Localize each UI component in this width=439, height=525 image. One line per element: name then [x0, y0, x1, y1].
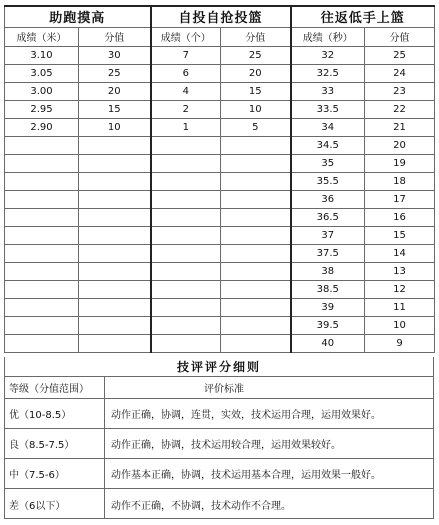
cell-layup-result: 34.5 — [291, 136, 365, 154]
score-row — [5, 316, 435, 334]
cell-jump-score: 15 — [79, 100, 151, 118]
cell-jump-score — [79, 208, 151, 226]
cell-shoot-result — [151, 334, 221, 352]
cell-jump-result — [5, 172, 79, 190]
cell-shoot-result — [151, 136, 221, 154]
cell-jump-score — [79, 136, 151, 154]
evaluation-title: 技评评分细则 — [5, 357, 433, 377]
cell-layup-result: 35 — [291, 154, 365, 172]
evaluation-standard: 动作基本正确，协调，技术运用基本合理，运用效果一般好。 — [111, 470, 381, 481]
evaluation-standard: 动作不正确，不协调，技术动作不合理。 — [111, 500, 291, 512]
cell-shoot-result — [151, 208, 221, 226]
cell-jump-result: 3.10 — [5, 46, 79, 64]
cell-layup-score: 24 — [365, 64, 435, 82]
score-table — [4, 5, 435, 353]
score-row — [5, 100, 435, 118]
cell-layup-score: 20 — [365, 136, 435, 154]
evaluation-standard: 动作正确，协调，技术运用较合理，运用效果较好。 — [111, 440, 341, 451]
cell-jump-result — [5, 136, 79, 154]
cell-shoot-result: 4 — [151, 82, 221, 100]
cell-layup-result: 33 — [291, 82, 365, 100]
cell-layup-result: 36.5 — [291, 208, 365, 226]
cell-layup-result: 39.5 — [291, 316, 365, 334]
cell-jump-result — [5, 208, 79, 226]
cell-shoot-score: 15 — [221, 82, 291, 100]
cell-layup-score: 17 — [365, 190, 435, 208]
cell-layup-result: 40 — [291, 334, 365, 352]
standard-column-header: 评价标准 — [204, 384, 244, 395]
cell-jump-result: 2.90 — [5, 118, 79, 136]
score-table-body — [5, 46, 435, 352]
cell-jump-result — [5, 226, 79, 244]
evaluation-standard: 动作正确，协调，连贯，实效，技术运用合理，运用效果好。 — [111, 410, 381, 421]
cell-jump-score — [79, 316, 151, 334]
group-header-shooting: 自投自抢投篮 — [151, 6, 291, 27]
evaluation-level: 良（8.5-7.5） — [5, 429, 105, 458]
cell-jump-score — [79, 244, 151, 262]
group-header-layup: 往返低手上篮 — [291, 6, 435, 27]
cell-layup-result: 34 — [291, 118, 365, 136]
score-row — [5, 226, 435, 244]
cell-layup-result: 39 — [291, 298, 365, 316]
cell-shoot-score — [221, 334, 291, 352]
col-header-shoot-score: 分值 — [221, 27, 291, 46]
cell-jump-score — [79, 172, 151, 190]
cell-shoot-score — [221, 316, 291, 334]
cell-layup-result: 36 — [291, 190, 365, 208]
cell-layup-result: 38.5 — [291, 280, 365, 298]
score-row — [5, 136, 435, 154]
score-row — [5, 298, 435, 316]
cell-jump-score: 30 — [79, 46, 151, 64]
cell-shoot-result: 2 — [151, 100, 221, 118]
cell-jump-score — [79, 334, 151, 352]
cell-shoot-result — [151, 298, 221, 316]
cell-jump-result — [5, 334, 79, 352]
cell-shoot-score: 10 — [221, 100, 291, 118]
cell-shoot-score: 5 — [221, 118, 291, 136]
group-header-row — [5, 6, 435, 27]
cell-layup-score: 25 — [365, 46, 435, 64]
cell-shoot-result: 6 — [151, 64, 221, 82]
cell-layup-result: 33.5 — [291, 100, 365, 118]
cell-jump-result — [5, 244, 79, 262]
col-header-layup-result: 成绩（秒） — [291, 27, 365, 46]
cell-jump-result — [5, 154, 79, 172]
cell-layup-score: 13 — [365, 262, 435, 280]
cell-jump-score — [79, 298, 151, 316]
cell-shoot-score: 20 — [221, 64, 291, 82]
score-row — [5, 208, 435, 226]
cell-layup-result: 35.5 — [291, 172, 365, 190]
cell-layup-score: 10 — [365, 316, 435, 334]
cell-layup-result: 32.5 — [291, 64, 365, 82]
cell-shoot-score — [221, 244, 291, 262]
cell-layup-result: 37 — [291, 226, 365, 244]
score-row — [5, 244, 435, 262]
evaluation-header-row — [5, 377, 433, 399]
cell-shoot-result — [151, 262, 221, 280]
evaluation-row — [5, 459, 433, 489]
evaluation-level: 优（10-8.5） — [5, 399, 105, 428]
cell-shoot-result — [151, 244, 221, 262]
cell-jump-score: 20 — [79, 82, 151, 100]
cell-jump-result — [5, 298, 79, 316]
cell-layup-result: 32 — [291, 46, 365, 64]
score-row — [5, 82, 435, 100]
score-row — [5, 190, 435, 208]
cell-shoot-score — [221, 280, 291, 298]
cell-layup-score: 16 — [365, 208, 435, 226]
score-row — [5, 46, 435, 64]
score-row — [5, 334, 435, 352]
cell-layup-score: 12 — [365, 280, 435, 298]
col-header-jump-result: 成绩（米） — [5, 27, 79, 46]
cell-shoot-score: 25 — [221, 46, 291, 64]
cell-shoot-result: 1 — [151, 118, 221, 136]
technique-evaluation-section — [4, 357, 434, 519]
cell-layup-score: 18 — [365, 172, 435, 190]
cell-jump-score: 10 — [79, 118, 151, 136]
col-header-jump-score: 分值 — [79, 27, 151, 46]
cell-shoot-result — [151, 280, 221, 298]
cell-layup-score: 14 — [365, 244, 435, 262]
score-row — [5, 262, 435, 280]
cell-layup-result: 38 — [291, 262, 365, 280]
cell-jump-result: 3.05 — [5, 64, 79, 82]
cell-jump-result — [5, 262, 79, 280]
cell-jump-score — [79, 262, 151, 280]
group-header-vertical-jump: 助跑摸高 — [5, 6, 151, 27]
cell-shoot-score — [221, 190, 291, 208]
cell-shoot-score — [221, 208, 291, 226]
evaluation-level: 中（7.5-6） — [5, 459, 105, 488]
cell-jump-score — [79, 280, 151, 298]
evaluation-row — [5, 489, 433, 519]
score-row — [5, 64, 435, 82]
cell-layup-score: 19 — [365, 154, 435, 172]
cell-layup-score: 9 — [365, 334, 435, 352]
cell-shoot-result — [151, 172, 221, 190]
cell-jump-score — [79, 226, 151, 244]
cell-shoot-score — [221, 172, 291, 190]
score-row — [5, 154, 435, 172]
cell-jump-score: 25 — [79, 64, 151, 82]
col-header-shoot-result: 成绩（个） — [151, 27, 221, 46]
col-header-layup-score: 分值 — [365, 27, 435, 46]
evaluation-row — [5, 429, 433, 459]
cell-jump-result: 3.00 — [5, 82, 79, 100]
score-row — [5, 172, 435, 190]
cell-jump-result — [5, 316, 79, 334]
cell-jump-score — [79, 154, 151, 172]
cell-shoot-score — [221, 154, 291, 172]
cell-shoot-score — [221, 262, 291, 280]
cell-layup-score: 23 — [365, 82, 435, 100]
cell-shoot-result — [151, 154, 221, 172]
cell-shoot-score — [221, 298, 291, 316]
cell-shoot-result — [151, 190, 221, 208]
evaluation-row — [5, 399, 433, 429]
score-row — [5, 280, 435, 298]
cell-jump-result: 2.95 — [5, 100, 79, 118]
cell-jump-result — [5, 280, 79, 298]
cell-jump-score — [79, 190, 151, 208]
cell-layup-result: 37.5 — [291, 244, 365, 262]
evaluation-level: 差（6以下） — [5, 489, 105, 519]
cell-layup-score: 15 — [365, 226, 435, 244]
cell-shoot-result — [151, 316, 221, 334]
cell-shoot-score — [221, 136, 291, 154]
cell-jump-result — [5, 190, 79, 208]
score-sheet — [4, 5, 434, 519]
column-header-row — [5, 27, 435, 46]
score-row — [5, 118, 435, 136]
cell-layup-score: 22 — [365, 100, 435, 118]
cell-shoot-result: 7 — [151, 46, 221, 64]
cell-shoot-result — [151, 226, 221, 244]
level-column-header: 等级（分值范围） — [5, 377, 105, 398]
cell-shoot-score — [221, 226, 291, 244]
cell-layup-score: 21 — [365, 118, 435, 136]
cell-layup-score: 11 — [365, 298, 435, 316]
